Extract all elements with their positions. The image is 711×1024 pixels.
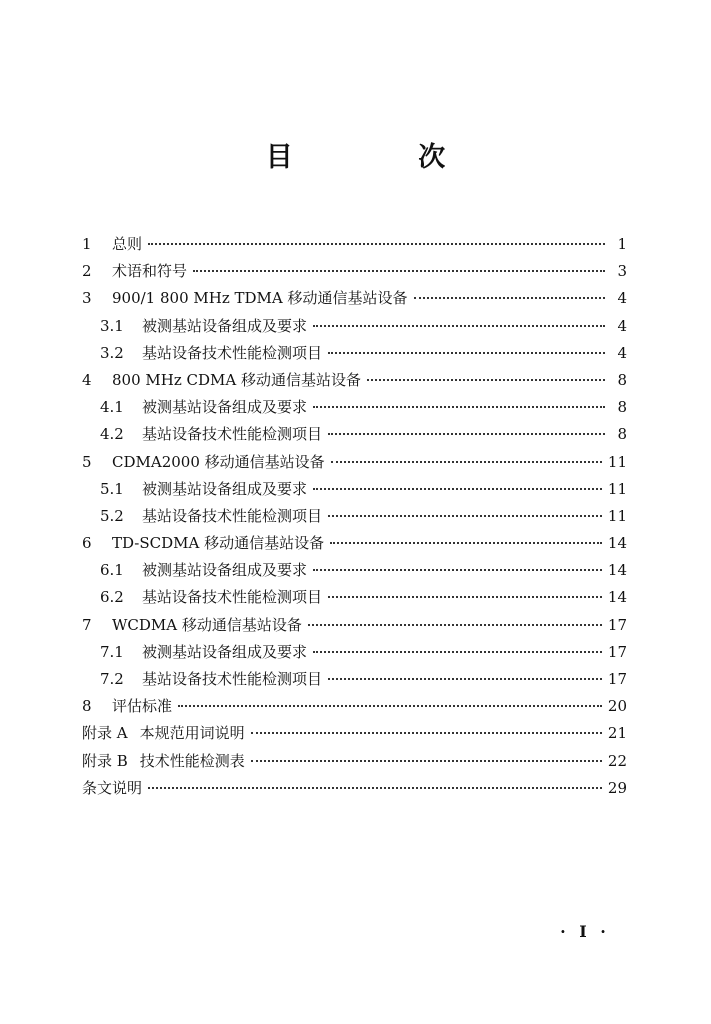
toc-entry-title: CDMA2000 移动通信基站设备 bbox=[112, 452, 325, 471]
toc-entry[interactable] bbox=[82, 775, 627, 802]
toc-entry-page: 11 bbox=[607, 506, 627, 525]
toc-entry-number: 3 bbox=[82, 289, 92, 308]
dot-leader bbox=[414, 296, 606, 299]
toc-entry-title: 基站设备技术性能检测项目 bbox=[142, 506, 323, 525]
toc-entry[interactable] bbox=[82, 557, 627, 584]
toc-entry[interactable] bbox=[82, 313, 627, 340]
toc-entry-title: 术语和符号 bbox=[112, 262, 188, 281]
toc-entry-number: 4.2 bbox=[100, 425, 124, 444]
toc-entry-number: 6.1 bbox=[100, 561, 124, 580]
toc-entry[interactable] bbox=[82, 748, 627, 775]
toc-entry[interactable] bbox=[82, 258, 627, 285]
toc-entry-page: 8 bbox=[617, 425, 627, 444]
toc-entry-number: 4.1 bbox=[100, 398, 124, 417]
dot-leader bbox=[328, 351, 605, 354]
toc-entry-number: 5 bbox=[82, 452, 92, 471]
toc-entry[interactable] bbox=[82, 503, 627, 530]
dot-leader bbox=[313, 405, 605, 408]
page-title: 目 次 bbox=[265, 142, 504, 173]
toc-entry-page: 14 bbox=[607, 588, 627, 607]
toc-entry-title: 被测基站设备组成及要求 bbox=[142, 479, 308, 498]
toc-entry-page: 4 bbox=[617, 343, 627, 362]
toc-entry-page: 14 bbox=[607, 534, 627, 553]
toc-entry[interactable] bbox=[82, 367, 627, 394]
toc-entry-number: 附录 B bbox=[82, 751, 128, 770]
toc-entry[interactable] bbox=[82, 285, 627, 312]
dot-leader bbox=[328, 595, 602, 598]
toc-entry-title: 基站设备技术性能检测项目 bbox=[142, 588, 323, 607]
toc-entry-title: 被测基站设备组成及要求 bbox=[142, 398, 308, 417]
toc-entry[interactable] bbox=[82, 666, 627, 693]
toc-entry-title: 900/1 800 MHz TDMA 移动通信基站设备 bbox=[112, 289, 408, 308]
toc-entry-page: 4 bbox=[617, 316, 627, 335]
toc-entry-number: 7 bbox=[82, 615, 92, 634]
toc-entry-number: 2 bbox=[82, 262, 92, 281]
toc-entry-number: 1 bbox=[82, 235, 92, 253]
toc-entry-page: 21 bbox=[607, 724, 627, 743]
dot-leader bbox=[328, 677, 602, 680]
toc-entry-number: 8 bbox=[82, 697, 92, 716]
toc-entry[interactable] bbox=[82, 530, 627, 557]
dot-leader bbox=[251, 731, 602, 734]
dot-leader bbox=[308, 623, 602, 626]
toc-entry-number: 5.2 bbox=[100, 506, 124, 525]
toc-entry[interactable] bbox=[82, 720, 627, 747]
dot-leader bbox=[313, 650, 602, 653]
dot-leader bbox=[330, 541, 602, 544]
toc-entry[interactable] bbox=[82, 612, 627, 639]
toc-entry[interactable] bbox=[82, 693, 627, 720]
toc-entry-number: 附录 A bbox=[82, 724, 128, 743]
toc-entry-number: 3.2 bbox=[100, 343, 124, 362]
toc-entry-number: 6 bbox=[82, 534, 92, 553]
toc-entry-number: 3.1 bbox=[100, 316, 124, 335]
toc-entry-title: 总则 bbox=[112, 235, 143, 253]
toc-entry-page: 1 bbox=[617, 235, 627, 253]
toc-entry[interactable] bbox=[82, 231, 627, 258]
dot-leader bbox=[148, 786, 602, 789]
toc-entry[interactable] bbox=[82, 394, 627, 421]
toc-entry-title: 评估标准 bbox=[112, 697, 173, 716]
dot-leader bbox=[178, 704, 602, 707]
toc-entry-number: 4 bbox=[82, 370, 92, 389]
toc-entry[interactable] bbox=[82, 639, 627, 666]
dot-leader bbox=[328, 514, 602, 517]
toc-entry-page: 4 bbox=[617, 289, 627, 308]
toc-entry[interactable] bbox=[82, 449, 627, 476]
dot-leader bbox=[251, 759, 602, 762]
toc-entry-page: 11 bbox=[607, 452, 627, 471]
toc-entry-title: 技术性能检测表 bbox=[139, 751, 245, 770]
toc-entry-title: 条文说明 bbox=[82, 778, 143, 797]
toc-entry[interactable] bbox=[82, 584, 627, 611]
toc-entry-page: 11 bbox=[607, 479, 627, 498]
toc-entry-page: 3 bbox=[617, 262, 627, 281]
toc-entry-page: 17 bbox=[607, 642, 627, 661]
toc-entry-page: 8 bbox=[617, 370, 627, 389]
toc-entry-page: 8 bbox=[617, 398, 627, 417]
toc-entry-title: 基站设备技术性能检测项目 bbox=[142, 425, 323, 444]
dot-leader bbox=[328, 432, 605, 435]
toc-entry-number: 5.1 bbox=[100, 479, 124, 498]
toc-entry-number: 6.2 bbox=[100, 588, 124, 607]
toc-entry-page: 29 bbox=[607, 778, 627, 797]
toc-entry-title: 基站设备技术性能检测项目 bbox=[142, 670, 323, 688]
dot-leader bbox=[313, 487, 602, 490]
dot-leader bbox=[148, 242, 605, 245]
toc-entry-number: 7.2 bbox=[100, 670, 124, 688]
toc-entry-title: 被测基站设备组成及要求 bbox=[142, 316, 308, 335]
toc-entry-page: 20 bbox=[607, 697, 627, 716]
toc-entry-number: 7.1 bbox=[100, 642, 124, 661]
toc-entry[interactable] bbox=[82, 340, 627, 367]
toc-entry-page: 17 bbox=[607, 615, 627, 634]
dot-leader bbox=[367, 378, 605, 381]
dot-leader bbox=[313, 568, 602, 571]
dot-leader bbox=[313, 324, 605, 327]
toc-entry-page: 22 bbox=[607, 751, 627, 770]
toc-entry[interactable] bbox=[82, 421, 627, 448]
table-of-contents bbox=[82, 231, 627, 802]
toc-entry-title: WCDMA 移动通信基站设备 bbox=[112, 615, 302, 634]
toc-entry-title: TD-SCDMA 移动通信基站设备 bbox=[112, 534, 325, 553]
toc-entry-title: 基站设备技术性能检测项目 bbox=[142, 343, 323, 362]
dot-leader bbox=[331, 460, 602, 463]
toc-entry[interactable] bbox=[82, 476, 627, 503]
toc-entry-page: 14 bbox=[607, 561, 627, 580]
toc-entry-title: 800 MHz CDMA 移动通信基站设备 bbox=[112, 370, 361, 389]
dot-leader bbox=[193, 269, 605, 272]
page-number: · I · bbox=[560, 922, 610, 941]
toc-entry-title: 被测基站设备组成及要求 bbox=[142, 561, 308, 580]
toc-entry-title: 被测基站设备组成及要求 bbox=[142, 642, 308, 661]
toc-entry-title: 本规范用词说明 bbox=[139, 724, 245, 743]
toc-entry-page: 17 bbox=[607, 670, 627, 688]
